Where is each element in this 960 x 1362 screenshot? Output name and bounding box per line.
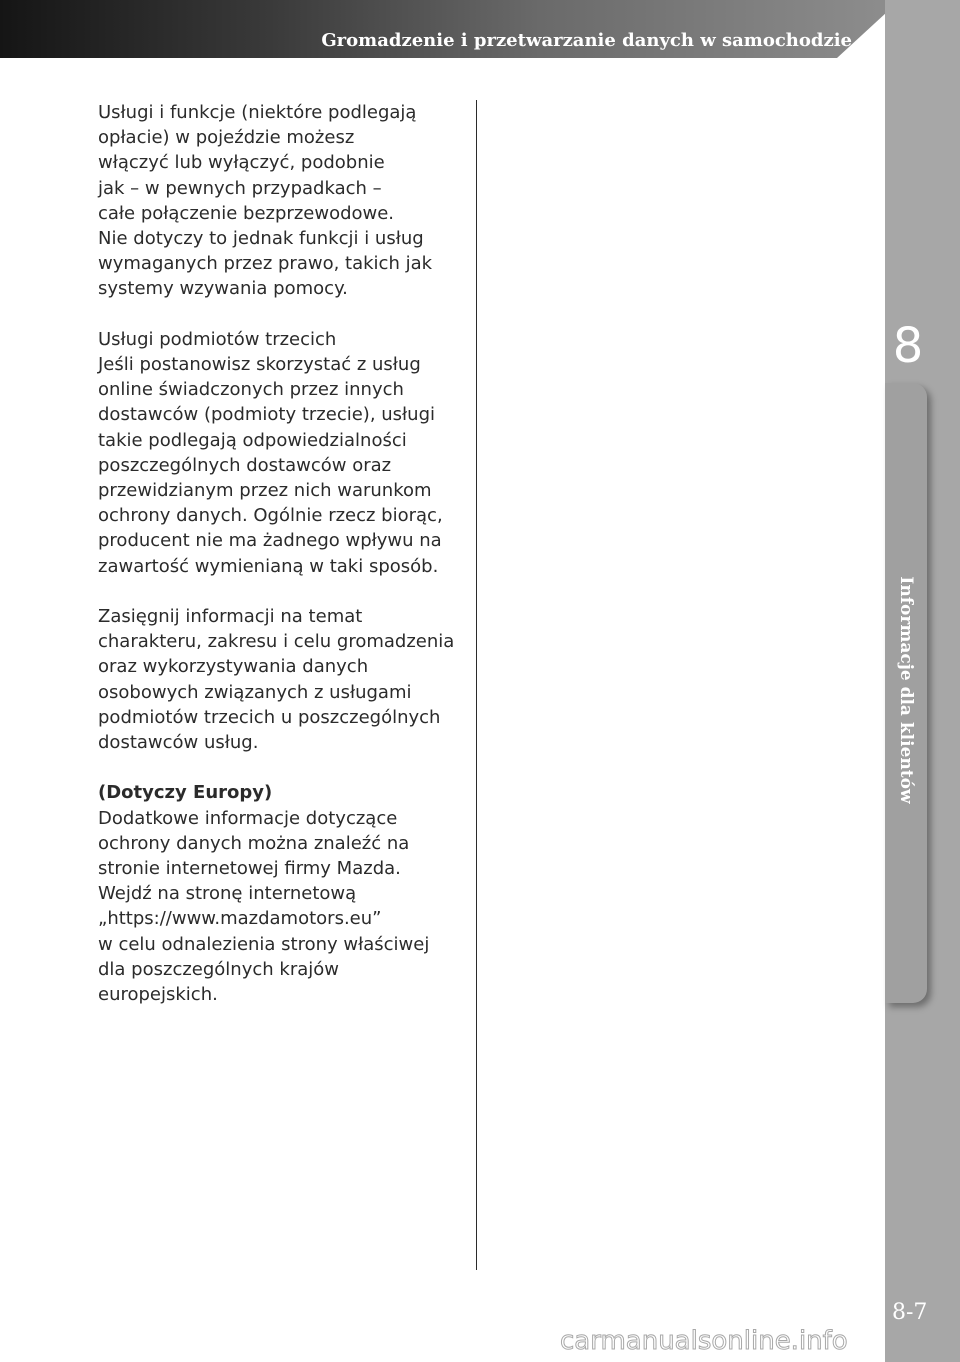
paragraph-third-party-services — [98, 327, 470, 579]
text-line: Dodatkowe informacje dotyczące — [98, 807, 398, 829]
chapter-tab-label: Informacje dla klientów — [896, 576, 916, 804]
section-heading-europe: (Dotyczy Europy) — [98, 782, 273, 804]
text-line: dostawców usług. — [98, 732, 259, 754]
text-line: ochrony danych. Ogólnie rzecz biorąc, — [98, 505, 443, 527]
text-line: poszczególnych dostawców oraz — [98, 454, 392, 476]
text-line: podmiotów trzecich u poszczególnych — [98, 706, 441, 728]
text-line: zawartość wymienianą w taki sposób. — [98, 555, 439, 577]
text-line: Wejdź na stronę internetową — [98, 883, 357, 905]
text-line: takie podlegają odpowiedzialności — [98, 429, 407, 451]
paragraph-service-toggle — [98, 100, 470, 302]
page-number: 8-7 — [892, 1300, 928, 1325]
text-line: osobowych związanych z usługami — [98, 681, 412, 703]
chapter-number: 8 — [892, 318, 924, 374]
text-line: Jeśli postanowisz skorzystać z usług — [98, 354, 421, 376]
text-line: charakteru, zakresu i celu gromadzenia — [98, 631, 455, 653]
text-line: dla poszczególnych krajów — [98, 958, 339, 980]
body-text-column — [98, 100, 470, 1032]
text-line: Usługi podmiotów trzecich — [98, 328, 337, 350]
text-line: w celu odnalezienia strony właściwej — [98, 933, 430, 955]
page-header-title: Gromadzenie i przetwarzanie danych w samochodzie — [321, 30, 852, 51]
text-line: Zasięgnij informacji na temat — [98, 606, 363, 628]
text-line: stronie internetowej firmy Mazda. — [98, 858, 401, 880]
text-line: opłacie) w pojeździe możesz — [98, 127, 355, 149]
text-line: producent nie ma żadnego wpływu na — [98, 530, 442, 552]
text-line: ochrony danych można znaleźć na — [98, 832, 410, 854]
website-url-text: „https://www.mazdamotors.eu” — [98, 908, 382, 930]
paragraph-information-request — [98, 604, 470, 755]
text-line: włączyć lub wyłączyć, podobnie — [98, 152, 385, 174]
text-line: dostawców (podmioty trzecie), usługi — [98, 404, 435, 426]
watermark-text: carmanualsonline.info — [560, 1326, 848, 1356]
text-line: Nie dotyczy to jednak funkcji i usług — [98, 228, 424, 250]
text-line: jak – w pewnych przypadkach – — [98, 177, 382, 199]
text-line: europejskich. — [98, 984, 218, 1006]
text-line: całe połączenie bezprzewodowe. — [98, 202, 395, 224]
paragraph-europe — [98, 780, 470, 1007]
column-divider — [476, 100, 477, 1270]
text-line: online świadczonych przez innych — [98, 379, 404, 401]
text-line: przewidzianym przez nich warunkom — [98, 480, 432, 502]
text-line: systemy wzywania pomocy. — [98, 278, 348, 300]
text-line: wymaganych przez prawo, takich jak — [98, 253, 433, 275]
text-line: oraz wykorzystywania danych — [98, 656, 369, 678]
text-line: Usługi i funkcje (niektóre podlegają — [98, 102, 417, 123]
